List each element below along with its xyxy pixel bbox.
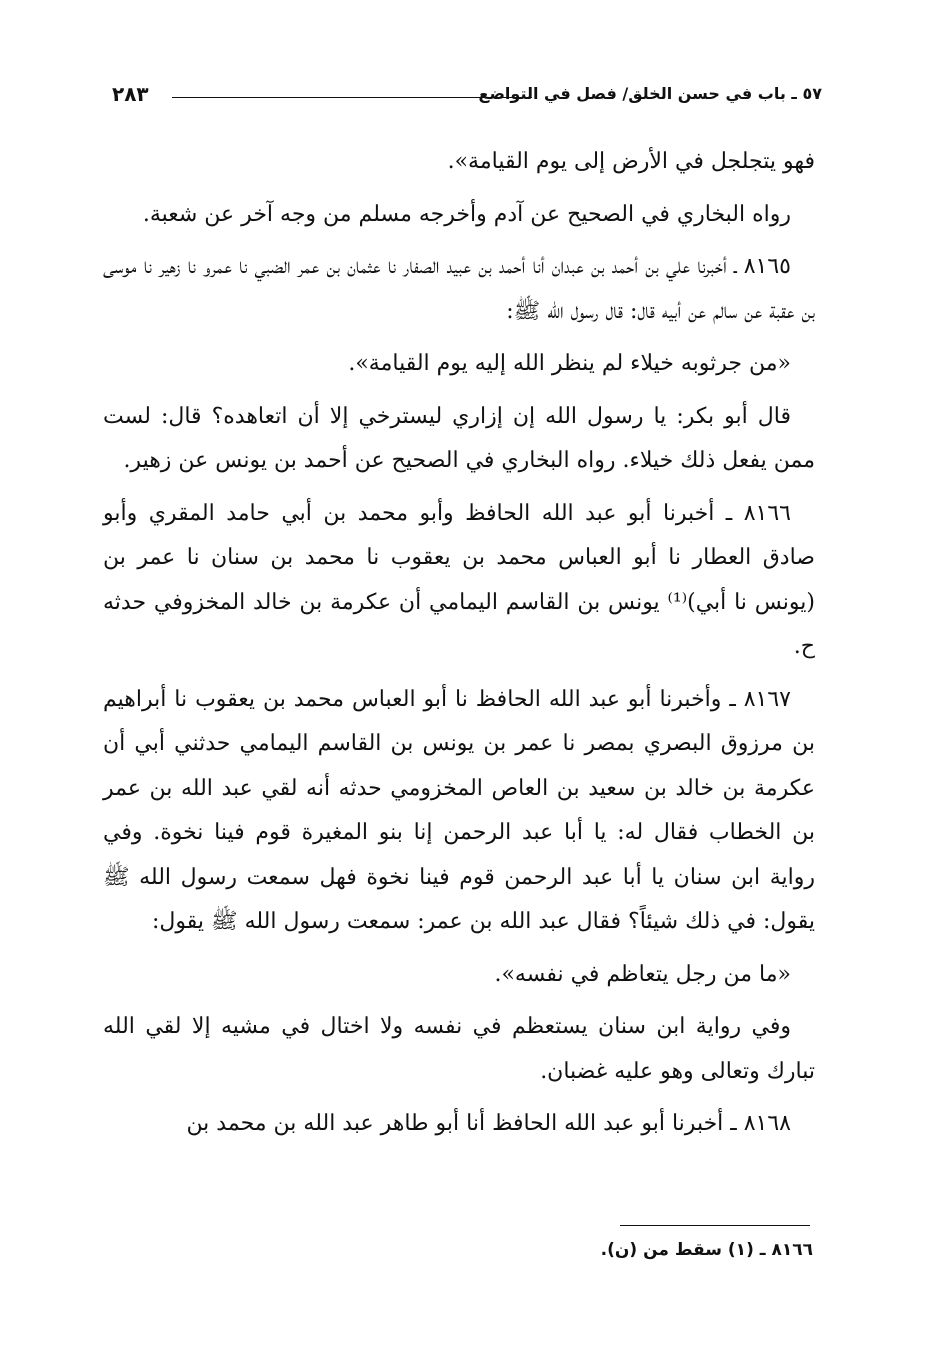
running-header [112, 82, 822, 112]
page-number: ٢٨٣ [112, 82, 149, 106]
hadith-8167: ٨١٦٧ ـ وأخبرنا أبو عبد الله الحافظ نا أبو العباس محمد بن يعقوب نا أبراهيم بن مرزوق البصري بمصر نا عمر بن يونس بن القاسم اليمامي حدثني أبي أن عكرمة بن خالد بن سعيد بن العاص المخزومي حدثه أنه لقي عبد الله بن عمر بن الخطاب فقال له: يا أبا عبد الرحمن إنا بنو المغيرة قوم فينا نخوة. وفي رواية ابن سنان يا أبا عبد الرحمن قوم فينا نخوة فهل سمعت رسول الله ﷺ يقول: في ذلك شيئاً؟ فقال عبد الله بن عمر: سمعت رسول الله ﷺ يقول: [103, 686, 815, 934]
header-rule [172, 97, 532, 98]
hadith-quote: «ما من رجل يتعاظم في نفسه». [494, 961, 791, 987]
paragraph: وفي رواية ابن سنان يستعظم في نفسه ولا اختال في مشيه إلا لقي الله تبارك وتعالى وهو عليه غضبان. [103, 1014, 815, 1084]
paragraph: قال أبو بكر: يا رسول الله إن إزاري ليسترخي إلا أن اتعاهده؟ قال: لست ممن يفعل ذلك خيلاء. رواه البخاري في الصحيح عن أحمد بن يونس عن زهير. [103, 403, 815, 473]
footnote: ٨١٦٦ ـ (١) سقط من (ن). [600, 1240, 813, 1260]
hadith-quote: «من جرثوبه خيلاء لم ينظر الله إليه يوم القيامة». [348, 351, 791, 376]
paragraph: رواه البخاري في الصحيح عن آدم وأخرجه مسلم من وجه آخر عن شعبة. [142, 201, 791, 227]
hadith-8165: ٨١٦٥ ـ أخبرنا علي بن أحمد بن عبدان أنا أحمد بن عبيد الصفار نا عثمان بن عمر الضبي نا عمرو نا زهير نا موسى بن عقبة عن سالم عن أبيه قال: قال رسول الله ﷺ: [103, 254, 815, 324]
footnote-rule [620, 1225, 810, 1226]
chapter-title: ٥٧ ـ باب في حسن الخلق/ فصل في التواضع [478, 84, 822, 103]
paragraph: فهو يتجلجل في الأرض إلى يوم القيامة». [447, 149, 815, 174]
hadith-8168: ٨١٦٨ ـ أخبرنا أبو عبد الله الحافظ أنا أبو طاهر عبد الله بن محمد بن [186, 1111, 791, 1136]
hadith-8166: ٨١٦٦ ـ أخبرنا أبو عبد الله الحافظ وأبو محمد بن أبي حامد المقري وأبو صادق العطار نا أبو العباس محمد بن يعقوب نا محمد بن سنان نا عمر بن (يونس نا أبي)⁽¹⁾ يونس بن القاسم اليمامي أن عكرمة بن خالد المخزوفي حدثه ح. [103, 500, 815, 659]
body-text [103, 140, 815, 1147]
